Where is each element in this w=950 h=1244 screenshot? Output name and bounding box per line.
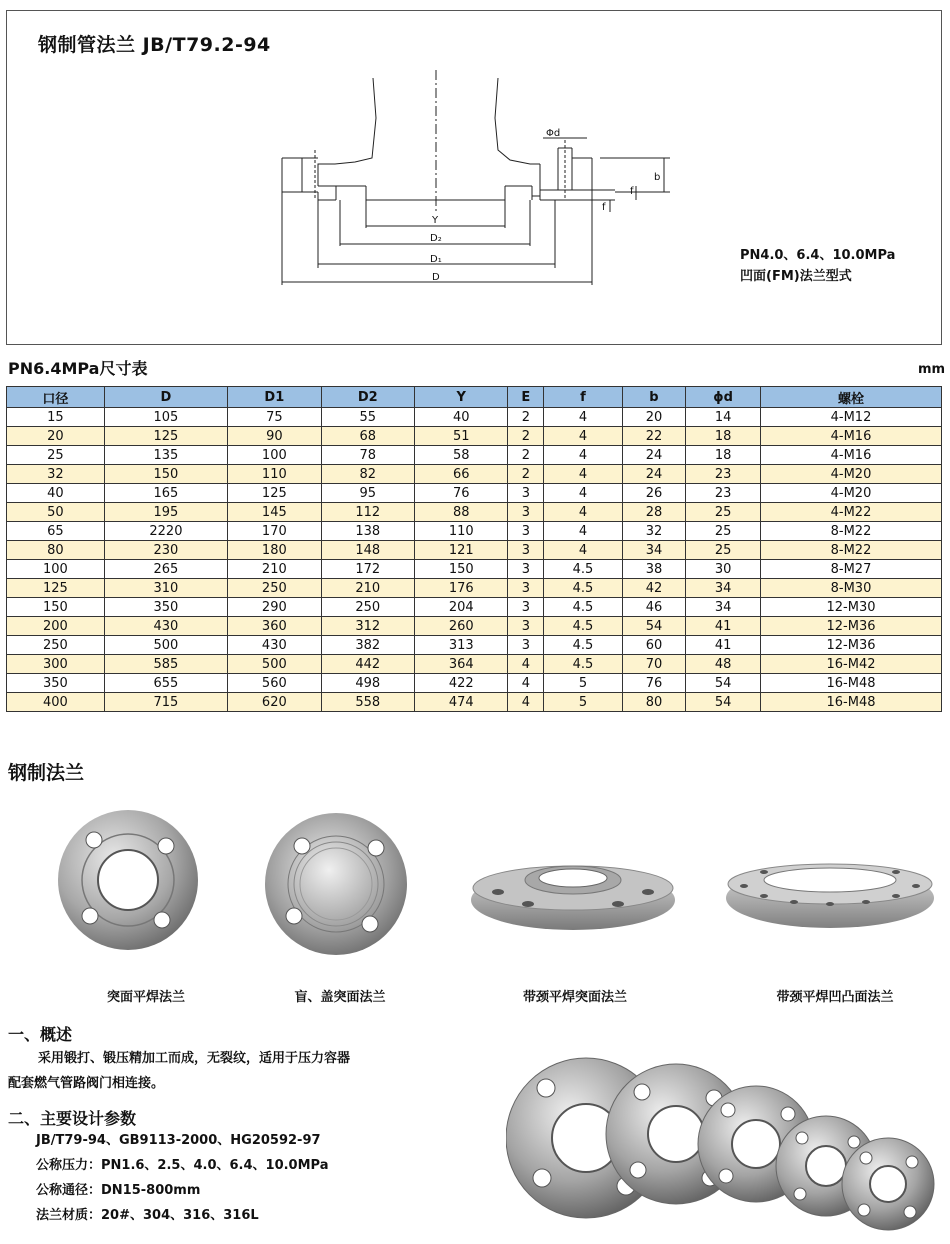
table-cell: 4-M12 bbox=[761, 408, 942, 427]
label-f-lower: f bbox=[602, 202, 606, 213]
header-cell: D2 bbox=[321, 387, 414, 408]
unit-label: mm bbox=[918, 362, 946, 377]
table-cell: 250 bbox=[7, 636, 105, 655]
table-cell: 105 bbox=[104, 408, 227, 427]
table-cell: 48 bbox=[686, 655, 761, 674]
label-b: b bbox=[654, 172, 661, 183]
table-cell: 76 bbox=[622, 674, 685, 693]
table-cell: 4-M16 bbox=[761, 427, 942, 446]
table-cell: 4.5 bbox=[544, 560, 622, 579]
table-row bbox=[7, 503, 942, 522]
table-cell: 76 bbox=[415, 484, 508, 503]
overview-line: 配套燃气管路阀门相连接。 bbox=[8, 1076, 165, 1091]
table-cell: 620 bbox=[228, 693, 321, 712]
table-body bbox=[7, 408, 942, 712]
overview-text bbox=[8, 1046, 350, 1096]
table-cell: 24 bbox=[622, 465, 685, 484]
table-cell: 14 bbox=[686, 408, 761, 427]
table-cell: 210 bbox=[228, 560, 321, 579]
diagram-note bbox=[740, 245, 895, 287]
table-cell: 655 bbox=[104, 674, 227, 693]
table-cell: 4 bbox=[544, 503, 622, 522]
table-cell: 12-M36 bbox=[761, 636, 942, 655]
table-cell: 25 bbox=[686, 541, 761, 560]
table-cell: 95 bbox=[321, 484, 414, 503]
table-cell: 3 bbox=[508, 541, 544, 560]
param-item: JB/T79-94、GB9113-2000、HG20592-97 bbox=[36, 1133, 321, 1148]
table-cell: 51 bbox=[415, 427, 508, 446]
header-cell: 螺栓 bbox=[761, 387, 942, 408]
table-cell: 4-M16 bbox=[761, 446, 942, 465]
table-cell: 8-M27 bbox=[761, 560, 942, 579]
table-cell: 165 bbox=[104, 484, 227, 503]
table-cell: 16-M48 bbox=[761, 674, 942, 693]
header-cell: E bbox=[508, 387, 544, 408]
table-cell: 42 bbox=[622, 579, 685, 598]
table-row bbox=[7, 446, 942, 465]
table-cell: 3 bbox=[508, 579, 544, 598]
table-cell: 23 bbox=[686, 484, 761, 503]
table-cell: 110 bbox=[415, 522, 508, 541]
table-cell: 18 bbox=[686, 427, 761, 446]
table-header-row bbox=[7, 387, 942, 408]
table-cell: 442 bbox=[321, 655, 414, 674]
table-cell: 500 bbox=[228, 655, 321, 674]
table-cell: 4-M22 bbox=[761, 503, 942, 522]
table-cell: 4 bbox=[544, 541, 622, 560]
table-cell: 382 bbox=[321, 636, 414, 655]
table-cell: 313 bbox=[415, 636, 508, 655]
table-cell: 50 bbox=[7, 503, 105, 522]
table-cell: 138 bbox=[321, 522, 414, 541]
table-cell: 54 bbox=[686, 693, 761, 712]
weld-neck-raised-face-flange-image bbox=[468, 862, 678, 934]
table-cell: 200 bbox=[7, 617, 105, 636]
table-cell: 4-M20 bbox=[761, 465, 942, 484]
header-cell: b bbox=[622, 387, 685, 408]
table-cell: 100 bbox=[228, 446, 321, 465]
table-cell: 8-M30 bbox=[761, 579, 942, 598]
table-cell: 195 bbox=[104, 503, 227, 522]
overview-heading: 一、概述 bbox=[8, 1025, 73, 1044]
table-cell: 80 bbox=[622, 693, 685, 712]
table-cell: 16-M42 bbox=[761, 655, 942, 674]
table-cell: 54 bbox=[686, 674, 761, 693]
header-cell: ϕd bbox=[686, 387, 761, 408]
table-cell: 25 bbox=[686, 522, 761, 541]
table-cell: 2 bbox=[508, 465, 544, 484]
table-cell: 25 bbox=[7, 446, 105, 465]
table-cell: 2 bbox=[508, 408, 544, 427]
header-cell: 口径 bbox=[7, 387, 105, 408]
table-cell: 88 bbox=[415, 503, 508, 522]
table-cell: 260 bbox=[415, 617, 508, 636]
param-item: 法兰材质：20#、304、316、316L bbox=[36, 1208, 259, 1223]
table-cell: 312 bbox=[321, 617, 414, 636]
overview-line: 采用锻打、锻压精加工而成，无裂纹，适用于压力容器 bbox=[38, 1051, 351, 1066]
table-cell: 4 bbox=[544, 427, 622, 446]
table-cell: 28 bbox=[622, 503, 685, 522]
table-cell: 2 bbox=[508, 446, 544, 465]
table-cell: 265 bbox=[104, 560, 227, 579]
table-cell: 32 bbox=[7, 465, 105, 484]
table-cell: 60 bbox=[622, 636, 685, 655]
table-cell: 250 bbox=[321, 598, 414, 617]
label-d1: D₁ bbox=[430, 254, 442, 265]
label-f-upper: f bbox=[630, 186, 634, 197]
table-row bbox=[7, 693, 942, 712]
table-cell: 8-M22 bbox=[761, 522, 942, 541]
table-cell: 16-M48 bbox=[761, 693, 942, 712]
table-cell: 112 bbox=[321, 503, 414, 522]
table-cell: 290 bbox=[228, 598, 321, 617]
table-row bbox=[7, 617, 942, 636]
table-cell: 22 bbox=[622, 427, 685, 446]
table-cell: 2220 bbox=[104, 522, 227, 541]
product-caption: 带颈平焊突面法兰 bbox=[522, 990, 627, 1005]
table-cell: 4.5 bbox=[544, 617, 622, 636]
table-cell: 80 bbox=[7, 541, 105, 560]
document-title: 钢制管法兰 JB/T79.2-94 bbox=[38, 34, 271, 56]
table-cell: 176 bbox=[415, 579, 508, 598]
label-y: Y bbox=[432, 215, 439, 226]
table-row bbox=[7, 427, 942, 446]
table-cell: 41 bbox=[686, 636, 761, 655]
blind-flange-image bbox=[262, 812, 410, 957]
table-cell: 54 bbox=[622, 617, 685, 636]
table-cell: 4 bbox=[508, 674, 544, 693]
table-cell: 4 bbox=[544, 522, 622, 541]
table-cell: 4 bbox=[544, 465, 622, 484]
table-cell: 20 bbox=[622, 408, 685, 427]
table-cell: 204 bbox=[415, 598, 508, 617]
table-cell: 3 bbox=[508, 598, 544, 617]
table-cell: 150 bbox=[104, 465, 227, 484]
table-cell: 4.5 bbox=[544, 598, 622, 617]
table-row bbox=[7, 465, 942, 484]
table-cell: 430 bbox=[228, 636, 321, 655]
section-title: 钢制法兰 bbox=[8, 762, 85, 784]
table-cell: 170 bbox=[228, 522, 321, 541]
table-cell: 55 bbox=[321, 408, 414, 427]
table-cell: 90 bbox=[228, 427, 321, 446]
flange-cross-section-diagram bbox=[0, 0, 950, 345]
table-cell: 15 bbox=[7, 408, 105, 427]
note-pressure: PN4.0、6.4、10.0MPa bbox=[740, 248, 896, 263]
table-row bbox=[7, 579, 942, 598]
table-cell: 125 bbox=[7, 579, 105, 598]
table-row bbox=[7, 541, 942, 560]
table-cell: 210 bbox=[321, 579, 414, 598]
table-cell: 560 bbox=[228, 674, 321, 693]
header-cell: D bbox=[104, 387, 227, 408]
table-cell: 20 bbox=[7, 427, 105, 446]
table-cell: 3 bbox=[508, 617, 544, 636]
table-row bbox=[7, 484, 942, 503]
table-cell: 3 bbox=[508, 560, 544, 579]
table-cell: 82 bbox=[321, 465, 414, 484]
table-cell: 145 bbox=[228, 503, 321, 522]
param-item: 公称压力：PN1.6、2.5、4.0、6.4、10.0MPa bbox=[36, 1158, 329, 1173]
table-cell: 8-M22 bbox=[761, 541, 942, 560]
table-cell: 46 bbox=[622, 598, 685, 617]
table-cell: 110 bbox=[228, 465, 321, 484]
table-cell: 18 bbox=[686, 446, 761, 465]
table-row bbox=[7, 522, 942, 541]
table-cell: 24 bbox=[622, 446, 685, 465]
table-cell: 422 bbox=[415, 674, 508, 693]
table-cell: 23 bbox=[686, 465, 761, 484]
table-cell: 41 bbox=[686, 617, 761, 636]
table-cell: 100 bbox=[7, 560, 105, 579]
table-cell: 70 bbox=[622, 655, 685, 674]
table-cell: 498 bbox=[321, 674, 414, 693]
table-cell: 65 bbox=[7, 522, 105, 541]
table-cell: 585 bbox=[104, 655, 227, 674]
flat-weld-raised-face-flange-image bbox=[56, 808, 201, 953]
table-cell: 400 bbox=[7, 693, 105, 712]
table-cell: 40 bbox=[415, 408, 508, 427]
table-cell: 5 bbox=[544, 693, 622, 712]
note-type: 凹面(FM)法兰型式 bbox=[740, 269, 852, 284]
table-cell: 4-M20 bbox=[761, 484, 942, 503]
table-cell: 4 bbox=[508, 693, 544, 712]
params-list bbox=[36, 1128, 329, 1228]
stacked-flanges-image bbox=[506, 1038, 936, 1238]
product-caption: 盲、盖突面法兰 bbox=[294, 990, 386, 1005]
table-cell: 350 bbox=[7, 674, 105, 693]
weld-neck-male-female-flange-image bbox=[724, 862, 936, 934]
header-cell: f bbox=[544, 387, 622, 408]
table-row bbox=[7, 636, 942, 655]
table-cell: 150 bbox=[415, 560, 508, 579]
table-cell: 558 bbox=[321, 693, 414, 712]
table-cell: 38 bbox=[622, 560, 685, 579]
table-cell: 150 bbox=[7, 598, 105, 617]
product-caption: 突面平焊法兰 bbox=[106, 990, 185, 1005]
table-cell: 180 bbox=[228, 541, 321, 560]
label-d2: D₂ bbox=[430, 233, 442, 244]
table-row bbox=[7, 408, 942, 427]
table-cell: 148 bbox=[321, 541, 414, 560]
header-cell: Y bbox=[415, 387, 508, 408]
table-cell: 34 bbox=[686, 579, 761, 598]
table-row bbox=[7, 560, 942, 579]
table-cell: 125 bbox=[104, 427, 227, 446]
table-cell: 4 bbox=[544, 446, 622, 465]
table-cell: 500 bbox=[104, 636, 227, 655]
table-cell: 300 bbox=[7, 655, 105, 674]
table-cell: 25 bbox=[686, 503, 761, 522]
table-cell: 34 bbox=[686, 598, 761, 617]
table-cell: 66 bbox=[415, 465, 508, 484]
product-caption: 带颈平焊凹凸面法兰 bbox=[776, 990, 894, 1005]
table-cell: 58 bbox=[415, 446, 508, 465]
table-cell: 40 bbox=[7, 484, 105, 503]
table-cell: 310 bbox=[104, 579, 227, 598]
param-item: 公称通径：DN15-800mm bbox=[36, 1183, 201, 1198]
header-cell: D1 bbox=[228, 387, 321, 408]
table-cell: 4 bbox=[544, 484, 622, 503]
label-phi-d: Φd bbox=[546, 128, 561, 139]
table-cell: 30 bbox=[686, 560, 761, 579]
table-cell: 75 bbox=[228, 408, 321, 427]
table-cell: 4 bbox=[508, 655, 544, 674]
table-cell: 360 bbox=[228, 617, 321, 636]
table-row bbox=[7, 655, 942, 674]
table-cell: 4 bbox=[544, 408, 622, 427]
table-cell: 474 bbox=[415, 693, 508, 712]
dimension-table bbox=[6, 386, 942, 712]
table-title: PN6.4MPa尺寸表 bbox=[8, 359, 148, 378]
table-cell: 135 bbox=[104, 446, 227, 465]
label-d: D bbox=[432, 272, 440, 283]
table-cell: 32 bbox=[622, 522, 685, 541]
table-cell: 4.5 bbox=[544, 636, 622, 655]
table-cell: 172 bbox=[321, 560, 414, 579]
table-cell: 250 bbox=[228, 579, 321, 598]
table-cell: 430 bbox=[104, 617, 227, 636]
table-cell: 121 bbox=[415, 541, 508, 560]
table-cell: 3 bbox=[508, 522, 544, 541]
table-cell: 3 bbox=[508, 484, 544, 503]
table-row bbox=[7, 598, 942, 617]
table-cell: 26 bbox=[622, 484, 685, 503]
table-cell: 3 bbox=[508, 636, 544, 655]
table-cell: 364 bbox=[415, 655, 508, 674]
table-cell: 4.5 bbox=[544, 655, 622, 674]
table-cell: 230 bbox=[104, 541, 227, 560]
table-cell: 34 bbox=[622, 541, 685, 560]
params-heading: 二、主要设计参数 bbox=[8, 1109, 137, 1128]
table-cell: 125 bbox=[228, 484, 321, 503]
table-cell: 2 bbox=[508, 427, 544, 446]
table-cell: 12-M36 bbox=[761, 617, 942, 636]
table-cell: 350 bbox=[104, 598, 227, 617]
table-cell: 4.5 bbox=[544, 579, 622, 598]
table-cell: 715 bbox=[104, 693, 227, 712]
table-row bbox=[7, 674, 942, 693]
table-cell: 3 bbox=[508, 503, 544, 522]
table-cell: 68 bbox=[321, 427, 414, 446]
table-cell: 5 bbox=[544, 674, 622, 693]
table-cell: 78 bbox=[321, 446, 414, 465]
table-cell: 12-M30 bbox=[761, 598, 942, 617]
